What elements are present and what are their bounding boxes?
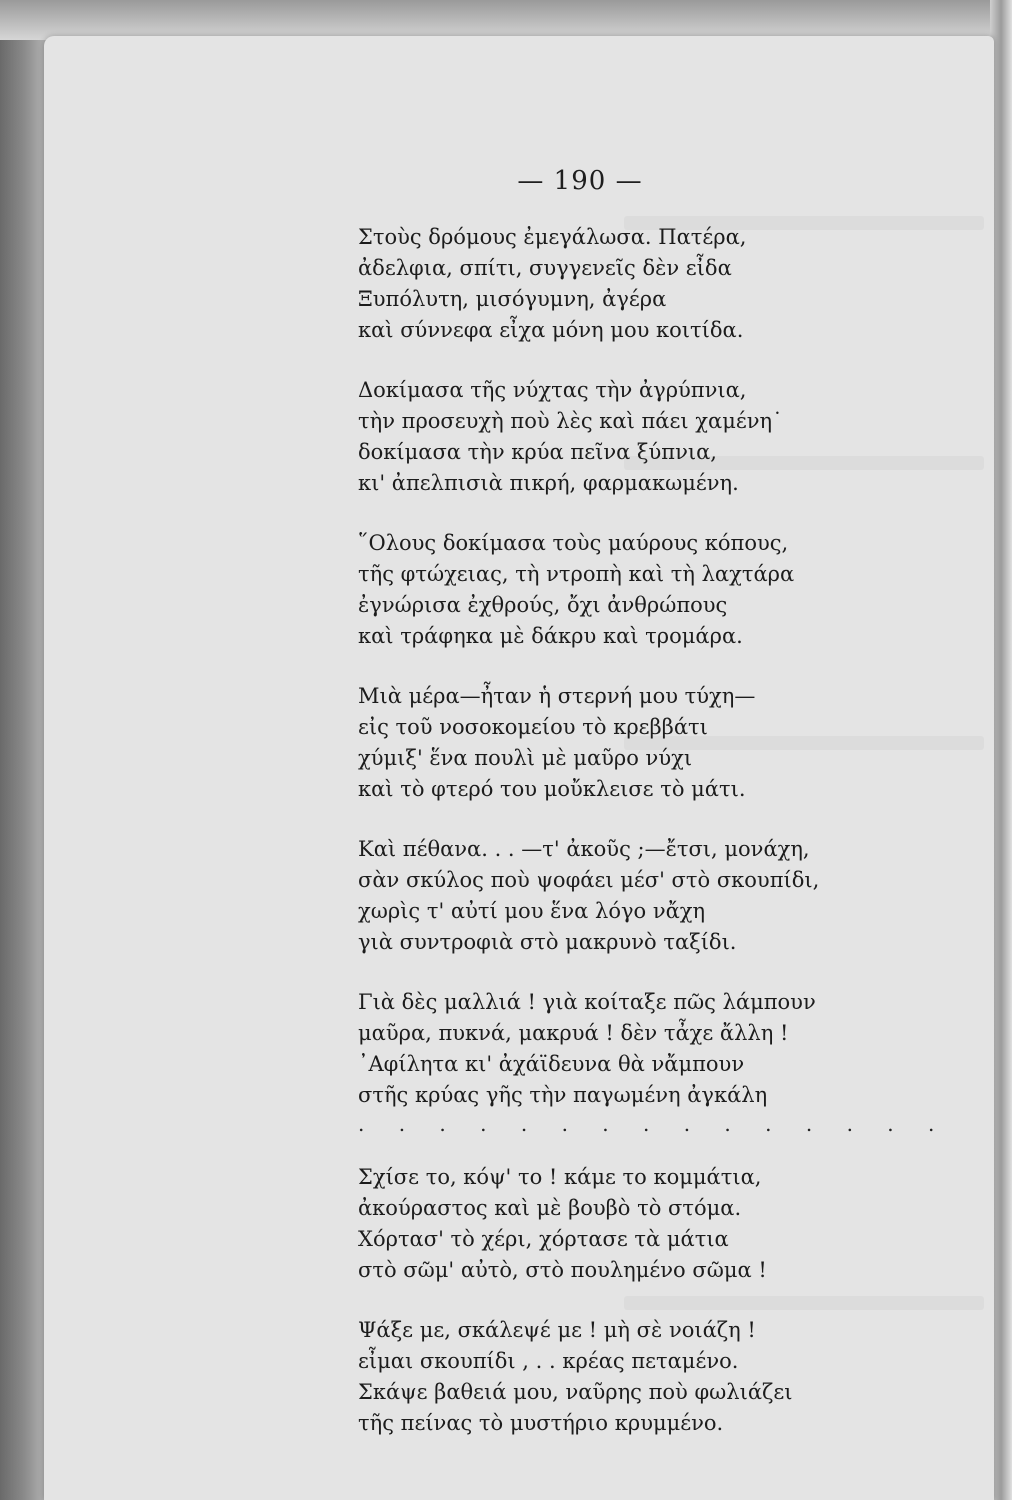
poem-line: Ψάξε με, σκάλεψέ με ! μὴ σὲ νοιάζη ! — [358, 1318, 756, 1342]
poem-line: Στοὺς δρόμους ἐμεγάλωσα. Πατέρα, — [358, 225, 747, 249]
poem-line: Ξυπόλυτη, μισόγυμνη, ἀγέρα — [358, 287, 667, 311]
poem-line: ᾿Αφίλητα κι' ἀχάϊδευνα θὰ νἄμπουν — [358, 1052, 745, 1076]
stanza — [358, 222, 818, 346]
stanza — [358, 834, 818, 958]
poem-line: Χόρτασ' τὸ χέρι, χόρτασε τὰ μάτια — [358, 1227, 729, 1251]
poem-line: ῞Ολους δοκίμασα τοὺς μαύρους κόπους, — [358, 531, 789, 555]
poem-line: ἀδελφια, σπίτι, συγγενεῖς δὲν εἶδα — [358, 256, 732, 280]
poem-line: εἰς τοῦ νοσοκομείου τὸ κρεββάτι — [358, 715, 708, 739]
poem-line: καὶ τράφηκα μὲ δάκρυ καὶ τρομάρα. — [358, 624, 743, 648]
poem-line: τῆς πείνας τὸ μυστήριο κρυμμένο. — [358, 1411, 724, 1435]
poem-line: μαῦρα, πυκνά, μακρυά ! δὲν τἆχε ἄλλη ! — [358, 1021, 789, 1045]
poem-line: χύμιξ' ἕνα πουλὶ μὲ μαῦρο νύχι — [358, 746, 693, 770]
stanza — [358, 987, 949, 1140]
poem-line: στὸ σῶμ' αὐτὸ, στὸ πουλημένο σῶμα ! — [358, 1258, 767, 1282]
poem-line: τὴν προσευχὴ ποὺ λὲς καὶ πάει χαμένη˙ — [358, 409, 783, 433]
poem-line: Σκάψε βαθειά μου, ναῦρης ποὺ φωλιάζει — [358, 1380, 793, 1404]
poem-line: Γιὰ δὲς μαλλιά ! γιὰ κοίταξε πῶς λάμπουν — [358, 990, 816, 1014]
scan-background-top — [0, 0, 1012, 40]
poem-line: σὰν σκύλος ποὺ ψοφάει μέσ' στὸ σκουπίδι, — [358, 868, 820, 892]
poem-line: Μιὰ μέρα—ἦταν ἡ στερνή μου τύχη— — [358, 684, 756, 708]
ellipsis-dots: . . . . . . . . . . . . . . . — [358, 1112, 949, 1136]
poem-line: στῆς κρύας γῆς τὴν παγωμένη ἀγκάλη — [358, 1083, 768, 1107]
poem-line: καὶ τὸ φτερό του μοὔκλεισε τὸ μάτι. — [358, 777, 746, 801]
poem-line: ἀκούραστος καὶ μὲ βουβὸ τὸ στόμα. — [358, 1196, 742, 1220]
page-number: — 190 — — [517, 166, 643, 196]
stanza — [358, 375, 818, 499]
poem-line: εἶμαι σκουπίδι , . . κρέας πεταμένο. — [358, 1349, 739, 1373]
poem-line: καὶ σύννεφα εἶχα μόνη μου κοιτίδα. — [358, 318, 744, 342]
poem-body — [358, 222, 949, 1468]
stanza — [358, 1315, 818, 1439]
poem-line: τῆς φτώχειας, τὴ ντροπὴ καὶ τὴ λαχτάρα — [358, 562, 795, 586]
stanza — [358, 528, 818, 652]
poem-line: κι' ἀπελπισιὰ πικρή, φαρμακωμένη. — [358, 471, 739, 495]
poem-line: Σχίσε το, κόψ' το ! κάμε το κομμάτια, — [358, 1165, 762, 1189]
poem-line: ἐγνώρισα ἐχθρούς, ὄχι ἀνθρώπους — [358, 593, 728, 617]
stanza — [358, 681, 818, 805]
poem-line: Καὶ πέθανα. . . —τ' ἀκοῦς ;—ἔτσι, μονάχη, — [358, 837, 810, 861]
poem-line: Δοκίμασα τῆς νύχτας τὴν ἀγρύπνια, — [358, 378, 747, 402]
poem-line: γιὰ συντροφιὰ στὸ μακρυνὸ ταξίδι. — [358, 930, 737, 954]
stanza — [358, 1162, 818, 1286]
poem-line: δοκίμασα τὴν κρύα πεῖνα ξύπνια, — [358, 440, 717, 464]
poem-line: χωρὶς τ' αὐτί μου ἕνα λόγο νἄχη — [358, 899, 706, 923]
